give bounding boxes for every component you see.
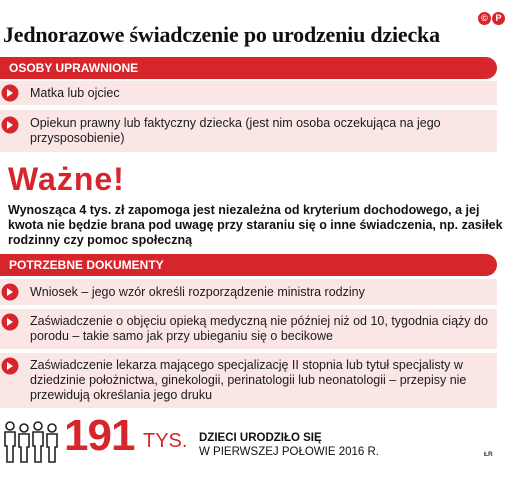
arrow-right-icon	[1, 116, 19, 134]
list-item-text: Matka lub ojciec	[30, 86, 120, 100]
list-item	[0, 353, 497, 408]
important-heading: Ważne!	[8, 161, 125, 197]
important-text: Wynosząca 4 tys. zł zapomoga jest niezależna od kryterium dochodowego, a jej kwota nie będzie brana pod uwagę przy staraniu się o inne świadczenia, np. zasiłek rodzinny czy pomoc społeczną	[8, 203, 503, 247]
copyright-icon: ©	[478, 12, 491, 25]
list-item	[0, 309, 497, 349]
list-item	[0, 81, 497, 105]
people-icon	[2, 418, 62, 466]
page-title: Jednorazowe świadczenie po urodzeniu dziecka	[3, 22, 440, 47]
stat-unit: TYS.	[143, 430, 188, 452]
section-header-eligible: OSOBY UPRAWNIONE	[0, 57, 497, 79]
list-item-text: Zaświadczenie o objęciu opieką medyczną nie później niż od 10, tygodnia ciąży do porodu – takie samo jak przy ubieganiu się o becikowe	[30, 314, 488, 343]
publisher-mark-icon: P	[492, 12, 505, 25]
arrow-right-icon	[1, 84, 19, 102]
stat-caption-line2: W PIERWSZEJ POŁOWIE 2016 R.	[199, 446, 379, 458]
list-item	[0, 110, 497, 152]
arrow-right-icon	[1, 283, 19, 301]
copyright-icons	[478, 12, 505, 25]
list-item-text: Wniosek – jego wzór określi rozporządzenie ministra rodziny	[30, 285, 365, 299]
list-item	[0, 279, 497, 305]
stat-caption-line1: DZIECI URODZIŁO SIĘ	[199, 432, 322, 444]
section-header-documents: POTRZEBNE DOKUMENTY	[0, 254, 497, 276]
stat-number: 191	[64, 411, 135, 460]
list-item-text: Zaświadczenie lekarza mającego specjalizację II stopnia lub tytuł specjalisty w dziedzinie położnictwa, ginekologii, perinatologii lub neonatologii – przepisy nie przewidują określania jego druku	[30, 358, 467, 402]
arrow-right-icon	[1, 313, 19, 331]
arrow-right-icon	[1, 357, 19, 375]
author-credit: ŁR	[484, 451, 493, 458]
list-item-text: Opiekun prawny lub faktyczny dziecka (jest nim osoba oczekująca na jego przysposobienie)	[30, 116, 441, 145]
